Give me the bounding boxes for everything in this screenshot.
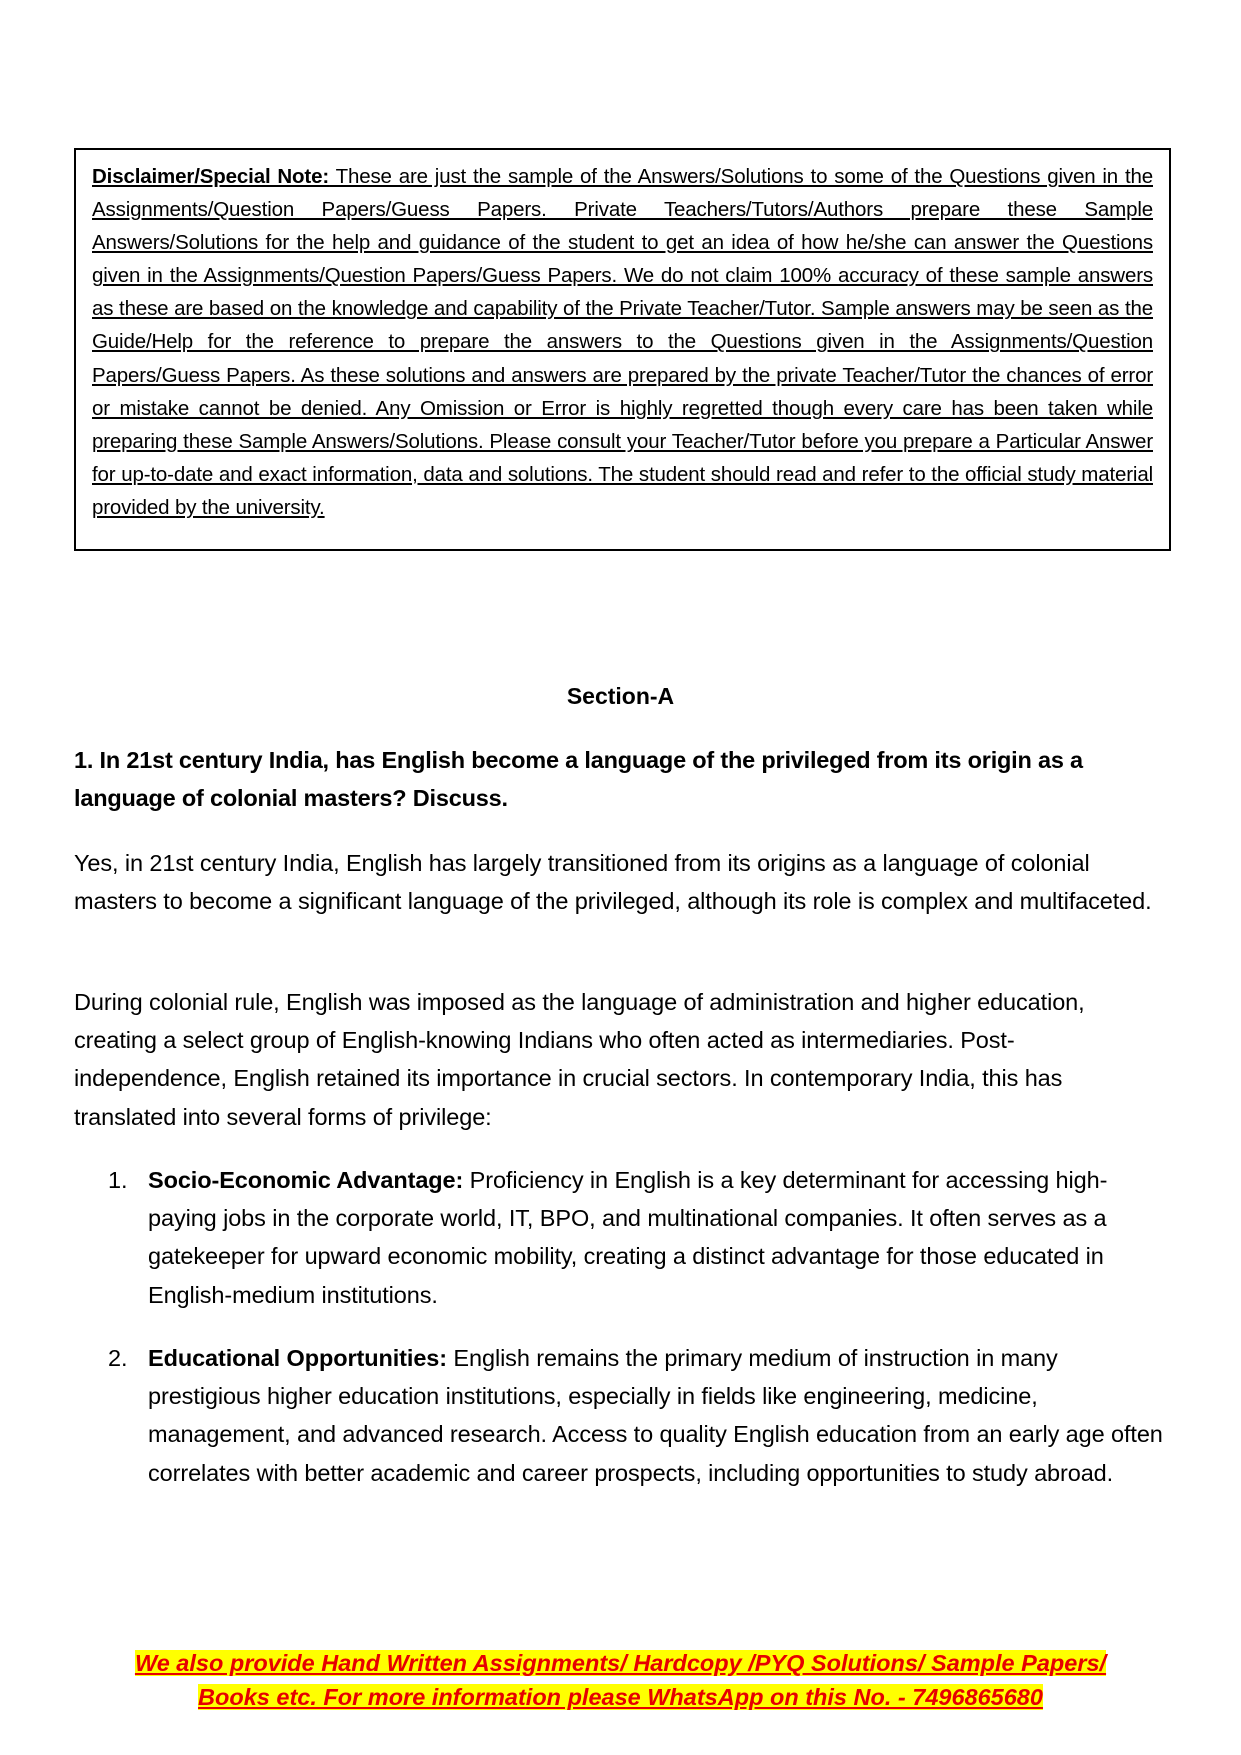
list-number: 1. <box>108 1167 128 1193</box>
promo-footer <box>0 1646 1241 1714</box>
answer-paragraph: Yes, in 21st century India, English has largely transitioned from its origins as a language of colonial masters to become a significant language of the privileged, although its role is complex and multifaceted. <box>74 850 1152 915</box>
answer-paragraph: During colonial rule, English was imposed as the language of administration and higher education, creating a select group of English-knowing Indians who often acted as intermediaries. Post-independence, English retained its importance in crucial sectors. In contemporary India, this has translated into several forms of privilege: <box>74 989 1085 1130</box>
disclaimer-box <box>74 148 1171 551</box>
list-item-text: Proficiency in English is a key determinant for accessing high-paying jobs in the corporate world, IT, BPO, and multinational companies. It often serves as a gatekeeper for upward economic mobility, creating a distinct advantage for those educated in English-medium institutions. <box>148 1167 1108 1308</box>
list-item <box>108 1339 1168 1492</box>
disclaimer-body: These are just the sample of the Answers/Solutions to some of the Questions given in the Assignments/Question Papers/Guess Papers. Private Teachers/Tutors/Authors prepare these Sample Answers/Solutions for the help and guidance of the student to get an idea of how he/she can answer the Questions given in the Assignments/Question Papers/Guess Papers. We do not claim 100% accuracy of these sample answers as these are based on the knowledge and capability of the Private Teacher/Tutor. Sample answers may be seen as the Guide/Help for the reference to prepare the answers to the Questions given in the Assignments/Question Papers/Guess Papers. As these solutions and answers are prepared by the private Teacher/Tutor the chances of error or mistake cannot be denied. Any Omission or Error is highly regretted though every care has been taken while preparing these Sample Answers/Solutions. Please consult your Teacher/Tutor before you prepare a Particular Answer for up-to-date and exact information, data and solutions. The student should read and refer to the official study material provided by the university. <box>92 165 1153 519</box>
question-heading: 1. In 21st century India, has English become a language of the privileged from its origin as a language of colonial masters? Discuss. <box>74 747 1083 811</box>
promo-line-2: Books etc. For more information please WhatsApp on this No. - 7496865680 <box>198 1684 1043 1710</box>
disclaimer-text <box>92 160 1153 524</box>
list-item-heading: Socio-Economic Advantage: <box>148 1167 464 1193</box>
numbered-list <box>108 1339 1168 1492</box>
promo-line-1: We also provide Hand Written Assignments/ Hardcopy /PYQ Solutions/ Sample Papers/ <box>134 1650 1107 1676</box>
numbered-list <box>108 1161 1168 1314</box>
list-item <box>108 1161 1168 1314</box>
list-item-text: English remains the primary medium of instruction in many prestigious higher education institutions, especially in fields like engineering, medicine, management, and advanced research. Access to quality English education from an early age often correlates with better academic and career prospects, including opportunities to study abroad. <box>148 1345 1163 1486</box>
list-item-heading: Educational Opportunities: <box>148 1345 447 1371</box>
section-title: Section-A <box>566 683 675 709</box>
disclaimer-lead: Disclaimer/Special Note: <box>92 165 330 188</box>
list-number: 2. <box>108 1345 128 1371</box>
